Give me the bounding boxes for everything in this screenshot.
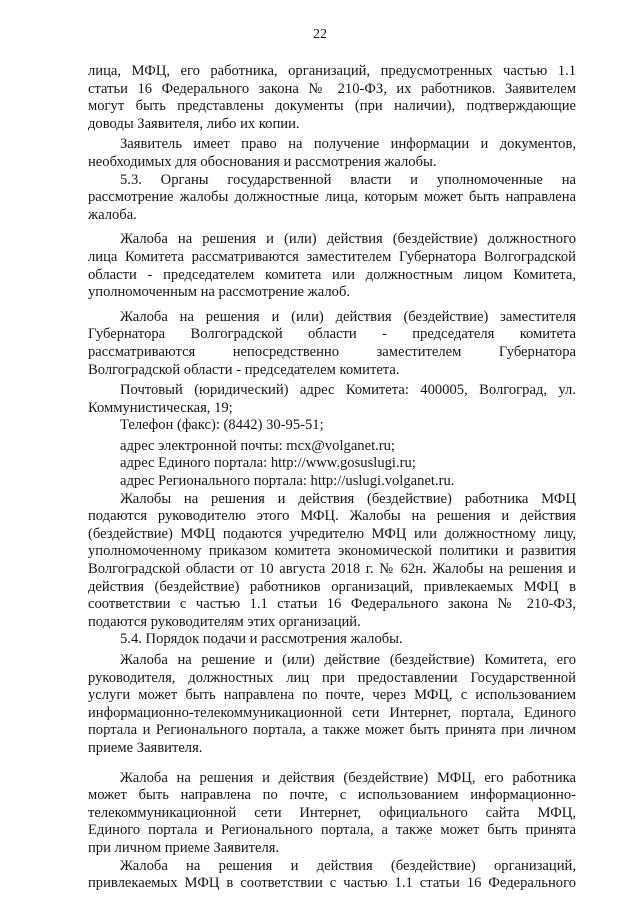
text-line: лица Комитета рассматриваются заместителем Губернатора Волгоградской (88, 248, 576, 265)
text-line: информационно-телекоммуникационной сети Интернет, портала, Единого (88, 704, 576, 721)
text-line: рассмотрение жалобы должностные лица, которым может быть направлена (88, 189, 576, 206)
text-line: Жалоба на решение и (или) действие (бездействие) Комитета, его (120, 652, 576, 668)
text-line: могут быть представлены документы (при наличии), подтверждающие (88, 98, 576, 115)
text-line: Коммунистическая, 19; (88, 399, 233, 416)
text-line: 5.3. Органы государственной власти и уполномоченные на (120, 171, 576, 188)
text-line: Волгоградской области от 10 августа 2018 г. № 62н. Жалобы на решения и (88, 561, 576, 578)
text-line: действия (бездействие) работников организаций, привлекаемых МФЦ в (88, 578, 576, 595)
text-line: Единого портала и Регионального портала, а также может быть принята (88, 822, 576, 839)
text-line: (бездействие) МФЦ подаются учредителю МФЦ или должностному лицу, (88, 525, 576, 542)
text-line: жалоба. (88, 206, 137, 223)
text-line: подаются руководителю этого МФЦ. Жалобы на решения и действия (88, 508, 576, 525)
text-line: необходимых для обоснования и рассмотрения жалобы. (88, 153, 437, 170)
text-line: 5.4. Порядок подачи и рассмотрения жалобы. (120, 631, 403, 648)
text-line: может быть направлена по почте, с использованием информационно- (88, 787, 576, 804)
text-line: Волгоградской области - председателем комитета. (88, 361, 400, 378)
text-line: Губернатора Волгоградской области - председателя комитета (88, 326, 576, 343)
text-line: Жалоба на решения и (или) действия (бездействие) должностного (120, 231, 576, 248)
text-line: Телефон (факс): (8442) 30-95-51; (120, 417, 324, 434)
text-line: Жалобы на решения и действия (бездействие) работника МФЦ (120, 490, 576, 507)
text-line: Заявитель имеет право на получение информации и документов, (120, 136, 576, 153)
text-line: уполномоченным на рассмотрение жалоб. (88, 284, 351, 301)
text-line: лица, МФЦ, его работника, организаций, предусмотренных частью 1.1 (88, 63, 576, 79)
text-line: соответствии с частью 1.1 статьи 16 Федерального закона № 210-ФЗ, (88, 596, 576, 613)
text-line: подаются руководителям этих организаций. (88, 613, 361, 630)
text-line: адрес электронной почты: mcx@volganet.ru; (120, 437, 395, 454)
text-line: руководителя, должностных лиц при предоставлении Государственной (88, 669, 576, 686)
text-line: уполномоченному приказом комитета экономической политики и развития (88, 543, 576, 560)
text-line: телекоммуникационной сети Интернет, официального сайта МФЦ, (88, 804, 576, 821)
text-line: доводы Заявителя, либо их копии. (88, 115, 300, 132)
text-line: адрес Единого портала: http://www.gosuslugi.ru; (120, 455, 416, 472)
text-line: статьи 16 Федерального закона № 210-ФЗ, их работников. Заявителем (88, 80, 576, 97)
text-line: при личном приеме Заявителя. (88, 839, 280, 856)
text-line: приеме Заявителя. (88, 739, 203, 756)
text-line: области - председателем комитета или должностным лицом Комитета, (88, 266, 576, 283)
text-line: адрес Регионального портала: http://uslugi.volganet.ru. (120, 473, 455, 490)
body-text (88, 63, 576, 893)
text-line: портала и Регионального портала, а также может быть принята при личном (88, 722, 576, 739)
text-line: Жалоба на решения и (или) действия (бездействие) заместителя (120, 308, 576, 325)
page-number: 22 (313, 27, 327, 42)
text-line: Почтовый (юридический) адрес Комитета: 400005, Волгоград, ул. (120, 382, 576, 399)
text-line: Жалоба на решения и действия (бездействие) МФЦ, его работника (120, 769, 576, 786)
text-line: привлекаемых МФЦ в соответствии с частью 1.1 статьи 16 Федерального (88, 875, 576, 892)
text-line: услуги может быть направлена по почте, через МФЦ, с использованием (88, 687, 576, 704)
text-line: рассматриваются непосредственно заместителем Губернатора (88, 343, 576, 360)
text-line: Жалоба на решения и действия (бездействие) организаций, (120, 857, 576, 874)
